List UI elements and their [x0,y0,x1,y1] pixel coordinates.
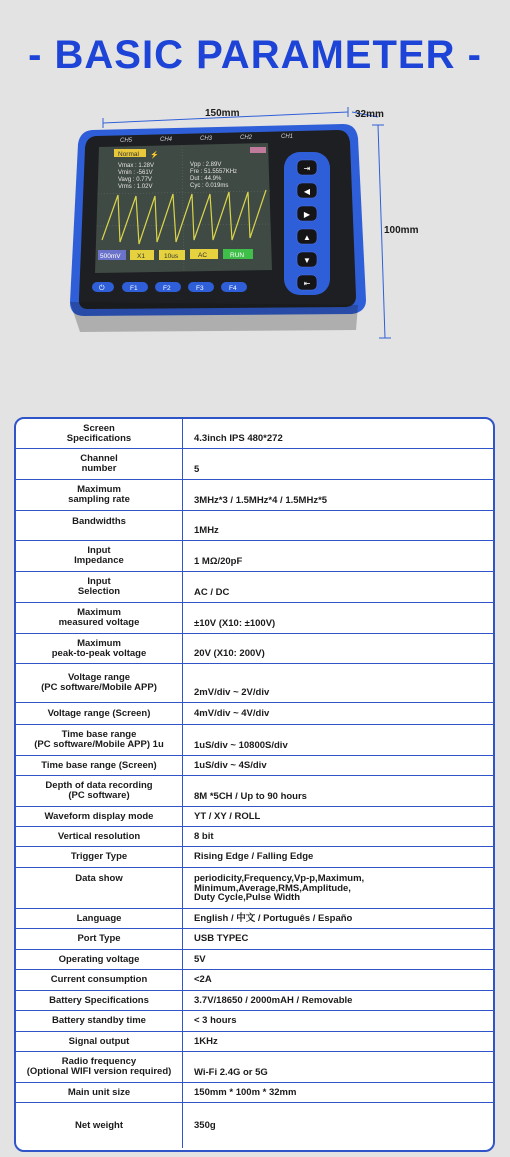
spec-label [16,511,183,540]
spec-label [16,1011,183,1031]
spec-row [16,725,493,756]
spec-row [16,419,493,449]
spec-value [194,827,487,846]
spec-row [16,909,493,929]
spec-value-text: <2A [194,974,212,986]
spec-value [194,511,487,540]
spec-value [194,1032,487,1051]
spec-label-text: Voltage range (Screen) [47,707,151,719]
spec-label-text: Data show [75,873,123,884]
channel-label: CH4 [160,137,173,143]
spec-row [16,664,493,703]
spec-label-text: Language [76,912,122,924]
spec-value [194,480,487,510]
spec-label [16,950,183,969]
spec-label-text: Voltage range (PC software/Mobile APP) [41,672,157,693]
dimension-depth-label: 32mm [355,109,384,120]
spec-label [16,664,183,702]
spec-row [16,603,493,634]
spec-value [194,909,487,928]
spec-label-text: Current consumption [50,974,148,985]
spec-value-text: 4.3inch IPS 480*272 [194,432,283,444]
spec-label-text: Maximum peak-to-peak voltage [51,637,147,659]
spec-value-text: 8 bit [194,830,214,842]
spec-value [194,991,487,1010]
spec-value [194,807,487,826]
spec-row [16,541,493,572]
spec-label-text: Signal output [68,1035,130,1047]
spec-value-text: 1 MΩ/20pF [194,555,243,567]
spec-label [16,449,183,479]
spec-label-text: Operating voltage [58,953,140,965]
spec-value [194,847,487,867]
f3-label: F3 [196,285,204,292]
readout-value: Cyc : 0.019ms [190,183,229,189]
spec-value-text: 3.7V/18650 / 2000mAH / Removable [194,994,353,1006]
spec-value [194,868,487,908]
spec-value-text: Wi-Fi 2.4G or 5G [194,1066,268,1078]
spec-label [16,868,183,908]
spec-value [194,776,487,806]
spec-value-text: USB TYPEC [194,933,249,945]
spec-label-text: Port Type [77,933,121,944]
spec-row [16,572,493,603]
spec-row [16,868,493,909]
spec-row [16,1052,493,1083]
spec-value-text: 5V [194,953,206,965]
probe-label: X1 [137,253,145,260]
spec-label [16,909,183,928]
right-arrow-icon: ▶ [303,210,311,219]
oscilloscope-illustration [0,90,510,410]
spec-row [16,807,493,827]
volts-div-label: 500mV [100,253,121,260]
dimension-height-label: 100mm [384,225,419,236]
spec-value [194,950,487,969]
device-shadow [70,302,358,332]
spec-label-text: Battery standby time [52,1015,146,1026]
spec-label [16,1083,183,1102]
spec-label-text: Screen Specifications [66,422,132,444]
spec-label [16,634,183,663]
spec-label-text: Trigger Type [70,851,128,862]
spec-value-text: 20V (X10: 200V) [194,647,265,659]
spec-row [16,970,493,991]
page-title: - BASIC PARAMETER - [28,33,482,77]
spec-label [16,1032,183,1051]
spec-value [194,449,487,479]
spec-row [16,449,493,480]
spec-label-text: Maximum measured voltage [58,607,140,628]
spec-label [16,541,183,571]
spec-label-text: Time base range (Screen) [41,759,157,771]
spec-label [16,991,183,1010]
mode-badge-label: Normal [118,151,139,158]
readout-value: Vmin : -561V [118,170,153,176]
f2-label: F2 [163,285,171,292]
spec-value-text: 4mV/div ~ 4V/div [194,707,270,719]
screen-readout-left [118,163,154,190]
readout-value: Vavg : 0.77V [118,177,152,183]
spec-label [16,756,183,775]
run-label: RUN [230,252,245,259]
spec-value [194,1011,487,1031]
spec-label-text: Waveform display mode [44,810,154,822]
spec-row [16,1032,493,1052]
spec-value [194,572,487,602]
spec-value-text: 1KHz [194,1035,218,1047]
spec-value-text: English / 中文 / Português / Españo [194,912,353,924]
spec-value [194,1052,487,1082]
readout-value: Fre : 51.5557KHz [190,169,238,175]
spec-value-text: 8M *5CH / Up to 90 hours [194,790,307,802]
spec-label [16,572,183,602]
spec-value-text: 1uS/div ~ 10800S/div [194,739,288,751]
spec-label-text: Channel number [80,453,118,474]
spec-value-text: 5 [194,463,200,475]
spec-row [16,929,493,950]
enter-icon: ⇤ [303,279,311,288]
spec-label [16,970,183,990]
spec-row [16,1103,493,1148]
screen-corner-indicator [250,147,266,153]
spec-label [16,807,183,826]
spec-row [16,703,493,725]
spec-value-text: periodicity,Frequency,Vp-p,Maximum, Minimum,Average,RMS,Amplitude, Duty Cycle,Pulse Width [194,873,365,903]
readout-value: Vmax : 1.28V [118,163,155,169]
power-icon: ⏻ [99,285,105,292]
spec-row [16,480,493,511]
readout-value: Dut : 44.9% [190,176,222,182]
coupling-label: AC [198,252,208,259]
spec-value [194,603,487,633]
spec-row [16,847,493,868]
spec-row [16,776,493,807]
spec-label [16,419,183,448]
readout-value: Vrms : 1.02V [118,184,153,190]
spec-value-text: 150mm * 100m * 32mm [194,1086,297,1098]
spec-label [16,1103,183,1148]
spec-label-text: Battery Specifications [49,994,149,1006]
spec-value-text: 1MHz [194,524,219,536]
spec-value [194,634,487,663]
spec-label [16,603,183,633]
spec-row [16,950,493,970]
spec-table [14,417,495,1152]
f4-label: F4 [229,285,237,292]
spec-value-text: ±10V (X10: ±100V) [194,617,276,629]
spec-label-text: Radio frequency (Optional WIFI version required) [26,1056,172,1077]
lightning-icon: ⚡ [150,152,159,159]
spec-value [194,970,487,990]
spec-value [194,1103,487,1148]
spec-value-text: 2mV/div ~ 2V/div [194,686,270,698]
exit-icon: ⇥ [303,164,311,173]
spec-row [16,827,493,847]
spec-label-text: Input Selection [77,576,121,597]
spec-label [16,929,183,949]
spec-row [16,634,493,664]
spec-value [194,664,487,702]
spec-label [16,703,183,724]
spec-label-text: Maximum sampling rate [68,484,130,505]
spec-value-text: < 3 hours [194,1015,237,1027]
spec-value-text: 350g [194,1119,216,1131]
spec-row [16,511,493,541]
spec-row [16,1083,493,1103]
spec-label-text: Depth of data recording (PC software) [45,780,153,801]
spec-label [16,480,183,510]
spec-value [194,541,487,571]
spec-value [194,756,487,775]
f1-label: F1 [130,285,138,292]
spec-label [16,827,183,846]
channel-label: CH5 [120,138,133,144]
spec-value [194,725,487,755]
side-button-panel [284,152,330,295]
spec-label-text: Input Impedance [74,545,124,566]
spec-label-text: Bandwidths [72,516,126,527]
spec-row [16,991,493,1011]
spec-label-text: Main unit size [67,1086,131,1098]
spec-value [194,929,487,949]
spec-value [194,419,487,448]
down-arrow-icon: ▼ [303,256,311,265]
spec-value-text: AC / DC [194,586,230,598]
spec-value [194,703,487,724]
spec-value-text: YT / XY / ROLL [194,810,261,822]
channel-label: CH3 [200,136,213,142]
timebase-label: 10us [164,253,179,260]
channel-label: CH2 [240,135,253,141]
spec-label [16,1052,183,1082]
spec-label-text: Time base range (PC software/Mobile APP) 1u [34,729,164,750]
channel-label: CH1 [281,134,294,140]
up-arrow-icon: ▲ [303,233,311,242]
left-arrow-icon: ◀ [303,187,311,196]
dimension-width-label: 150mm [205,108,240,119]
spec-value-text: Rising Edge / Falling Edge [194,851,314,863]
spec-row [16,756,493,776]
readout-value: Vpp : 2.89V [190,162,222,168]
spec-value-text: 1uS/div ~ 4S/div [194,759,267,771]
spec-value-text: 3MHz*3 / 1.5MHz*4 / 1.5MHz*5 [194,494,328,506]
spec-label-text: Net weight [74,1119,124,1131]
screen-bottom-bar [98,249,253,260]
spec-label-text: Vertical resolution [57,830,141,842]
spec-label [16,725,183,755]
spec-row [16,1011,493,1032]
spec-label [16,847,183,867]
spec-value [194,1083,487,1102]
spec-label [16,776,183,806]
